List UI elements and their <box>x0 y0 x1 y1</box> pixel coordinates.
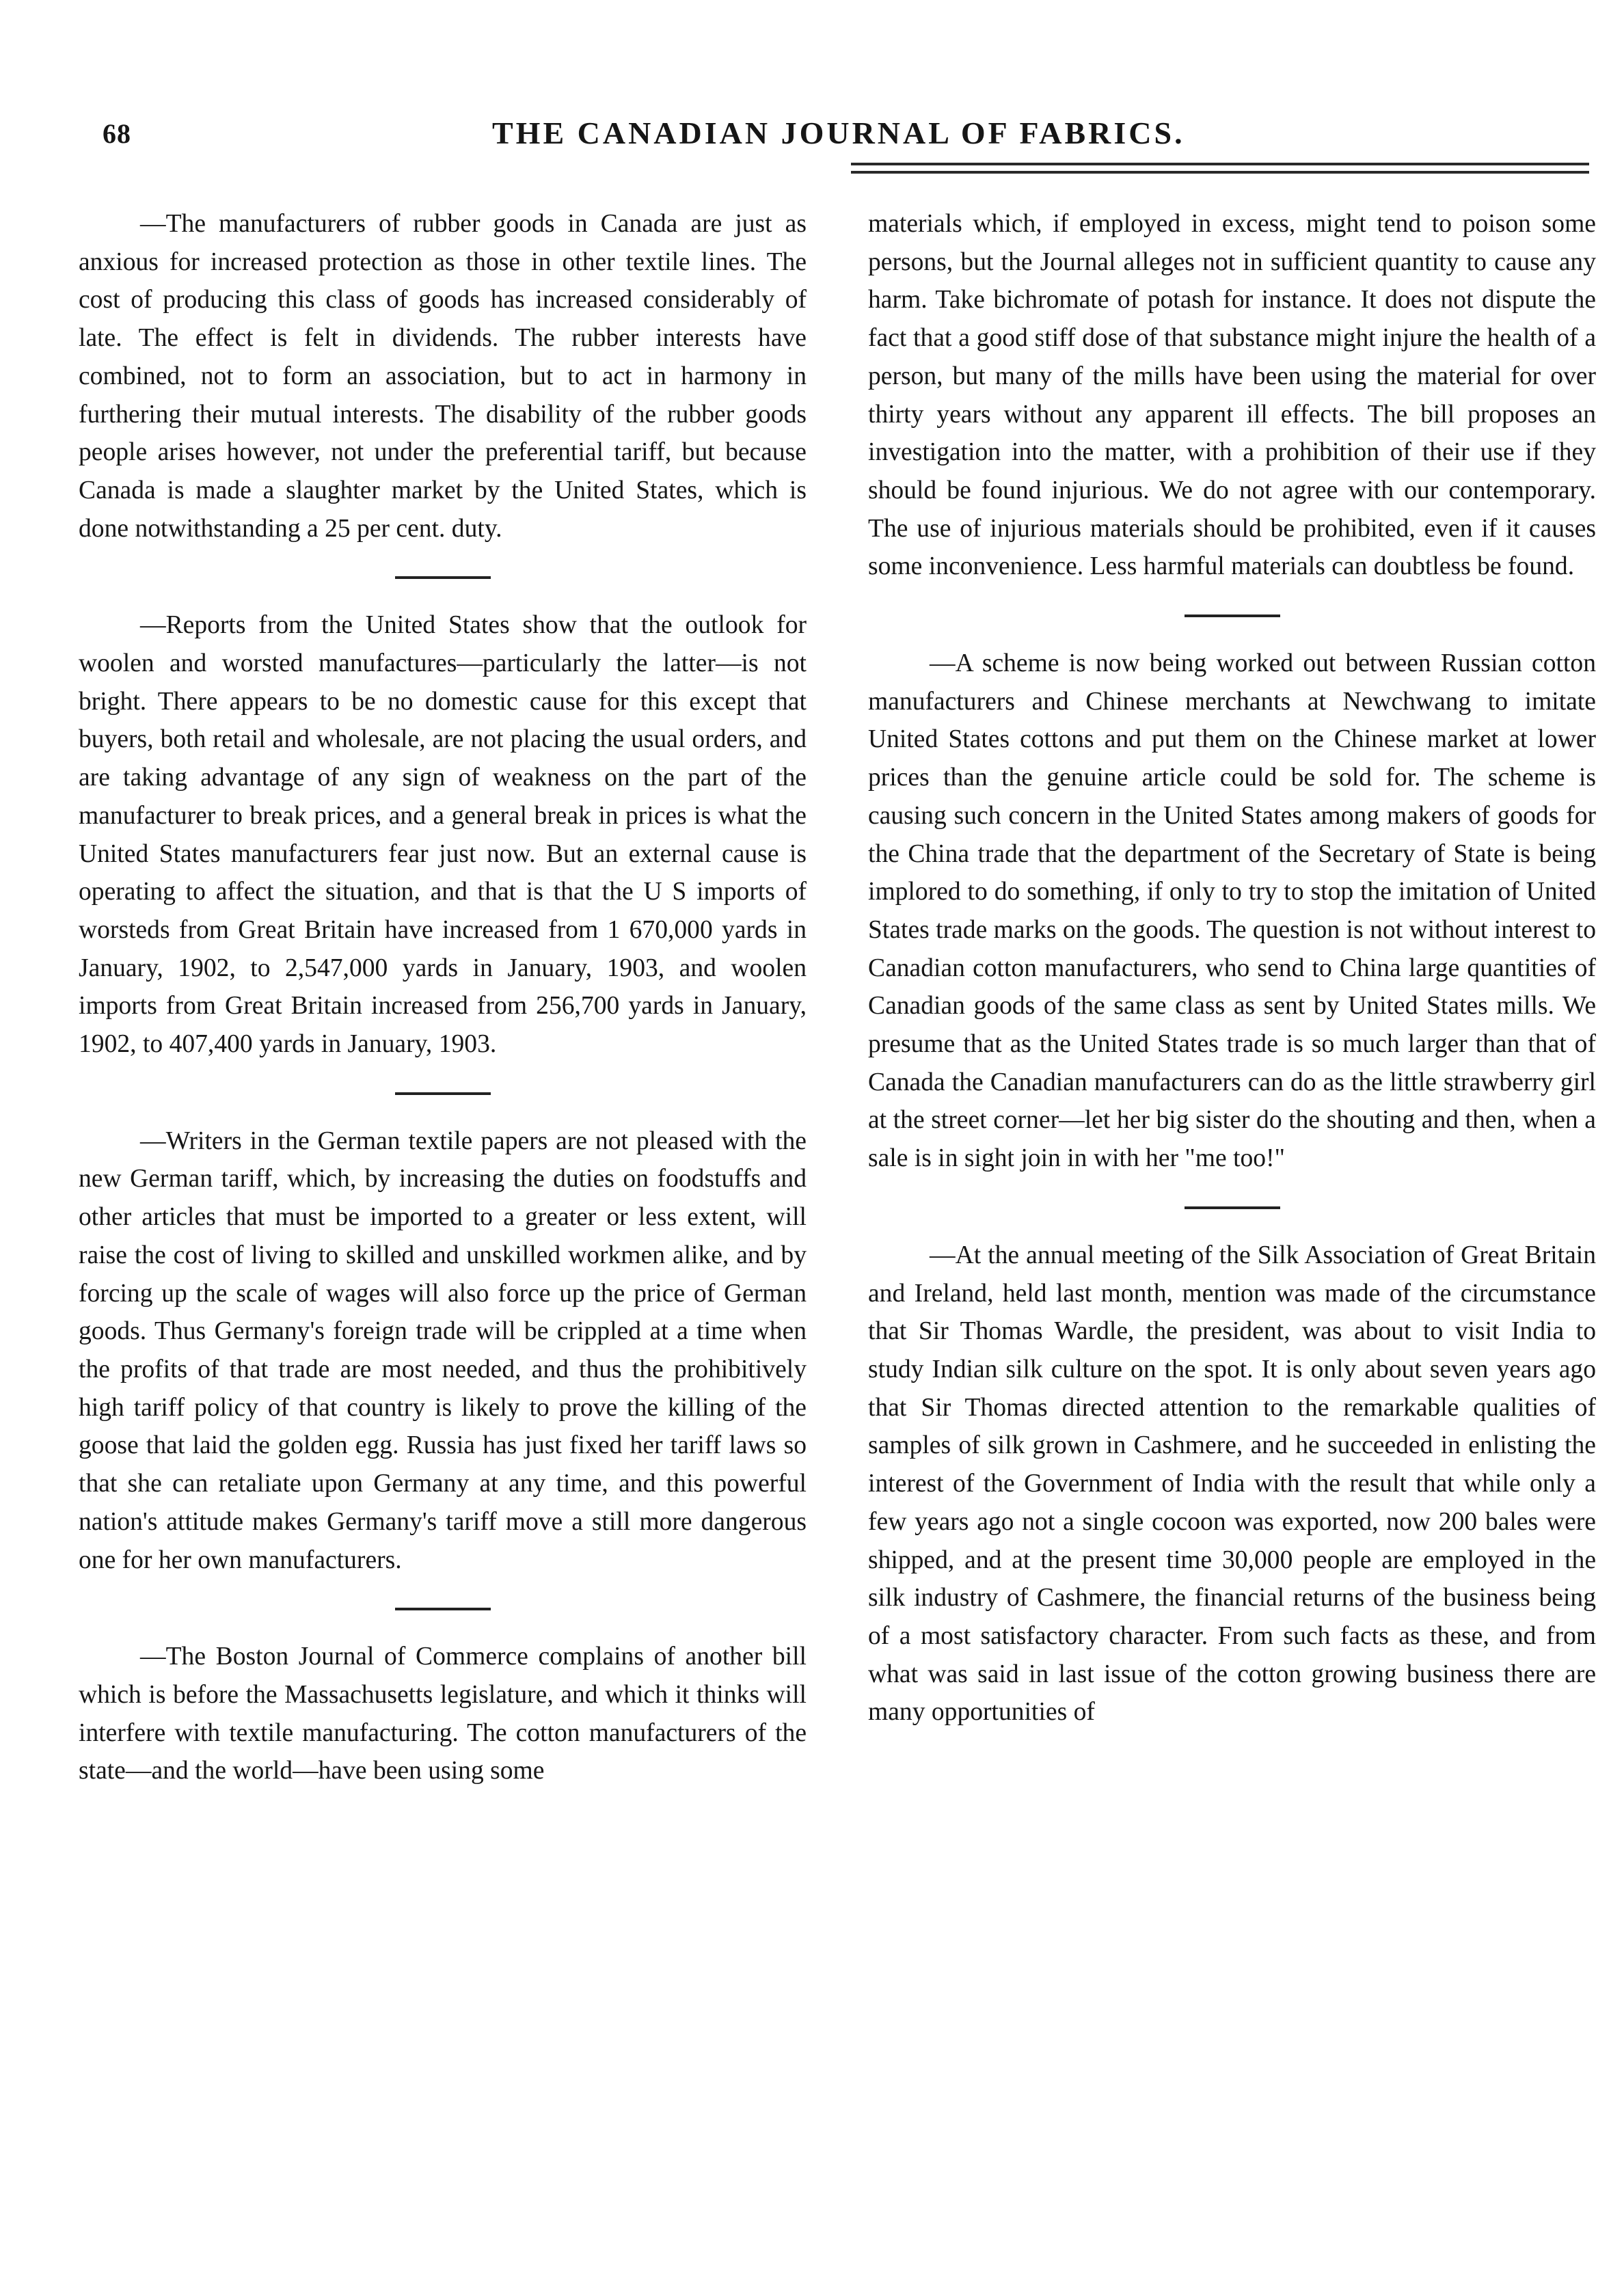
article-boston-journal-continued: materials which, if employed in excess, might tend to poison some persons, but the Journal alleges not in sufficient quantity to cause any harm. Take bichromate of potash for instance. It does not dispute the fact that a good stiff dose of that substance might injure the health of a person, but many of the mills have been using the material for over thirty years without any apparent ill effects. The bill proposes an investigation into the matter, with a prohibition of their use if they should be found injurious. We do not agree with our contemporary. The use of injurious materials should be prohibited, even if it causes some inconvenience. Less harmful materials can doubtless be found. <box>868 210 1596 581</box>
left-column <box>79 205 807 1790</box>
right-column <box>868 205 1596 1731</box>
article-divider <box>395 1092 491 1095</box>
article-divider <box>1185 614 1280 617</box>
running-title: THE CANADIAN JOURNAL OF FABRICS. <box>492 116 1185 150</box>
article-woolen-worsted: —Reports from the United States show that the outlook for woolen and worsted manufactures—particularly the latter—is not bright. There appears to be no domestic cause for this except that buyers, both retail and wholesale, are not placing the usual orders, and are taking advantage of any sign of weakness on the part of the manufacturer to break prices, and a general break in prices is what the United States manufacturers fear just now. But an external cause is operating to affect the situation, and that is that the U S imports of worsteds from Great Britain have increased from 1 670,000 yards in January, 1902, to 2,547,000 yards in January, 1903, and woolen imports from Great Britain increased from 256,700 yards in January, 1902, to 407,400 yards in January, 1903. <box>79 611 807 1059</box>
article-german-tariff: —Writers in the German textile papers are not pleased with the new German tariff, which, by increasing the duties on foodstuffs and other articles that must be imported to a greater or less extent, will raise the cost of living to skilled and unskilled workmen alike, and by forcing up the scale of wages will also force up the price of German goods. Thus Germany's foreign trade will be crippled at a time when the profits of that trade are most needed, and thus the prohibitively high tariff policy of that country is likely to prove the killing of the goose that laid the golden egg. Russia has just fixed her tariff laws so that she can retaliate upon Germany at any time, and this powerful nation's attitude makes Germany's tariff move a still more dangerous one for her own manufacturers. <box>79 1126 807 1574</box>
article-boston-journal: —The Boston Journal of Commerce complains of another bill which is before the Massachusetts legislature, and which it thinks will interfere with textile manufacturing. The cotton manufacturers of the state—and the world—have been using some <box>79 1643 807 1785</box>
page-number: 68 <box>103 118 131 149</box>
article-rubber-goods: —The manufacturers of rubber goods in Canada are just as anxious for increased protection as those in other textile lines. The cost of producing this class of goods has increased considerably of late. The effect is felt in dividends. The rubber interests have combined, not to form an association, but to act in harmony in furthering their mutual interests. The disability of the rubber goods people arises however, not under the preferential tariff, but because Canada is made a slaughter market by the United States, which is done notwithstanding a 25 per cent. duty. <box>79 210 807 543</box>
header-rule-lower <box>851 171 1589 174</box>
article-silk-association: —At the annual meeting of the Silk Association of Great Britain and Ireland, held last month, mention was made of the circumstance that Sir Thomas Wardle, the president, was about to visit India to study Indian silk culture on the spot. It is only about seven years ago that Sir Thomas directed attention to the remarkable qualities of samples of silk grown in Cashmere, and he succeeded in enlisting the interest of the Government of India with the result that while only a few years ago not a single cocoon was exported, now 200 bales were shipped, and at the present time 30,000 people are employed in the silk industry of Cashmere, the financial returns of the business being of a most satisfactory character. From such facts as these, and from what was said in last issue of the cotton growing business there are many opportunities of <box>868 1241 1596 1727</box>
article-newchwang-cottons: —A scheme is now being worked out between Russian cotton manufacturers and Chinese merchants at Newchwang to imitate United States cottons and put them on the Chinese market at lower prices than the genuine article could be sold for. The scheme is causing such concern in the United States among makers of goods for the China trade that the department of the Secretary of State is being implored to do something, if only to try to stop the imitation of United States trade marks on the goods. The question is not without interest to Canadian cotton manufacturers, who send to China large quantities of Canadian goods of the same class as sent by United States mills. We presume that as the United States trade is so much larger than that of Canada the Canadian manufacturers can do as the little strawberry girl at the street corner—let her big sister do the shouting and then, when a sale is in sight join in with her "me too!" <box>868 649 1596 1173</box>
article-divider <box>395 576 491 579</box>
header-rule-upper <box>851 163 1589 165</box>
article-divider <box>395 1608 491 1610</box>
article-divider <box>1185 1206 1280 1209</box>
